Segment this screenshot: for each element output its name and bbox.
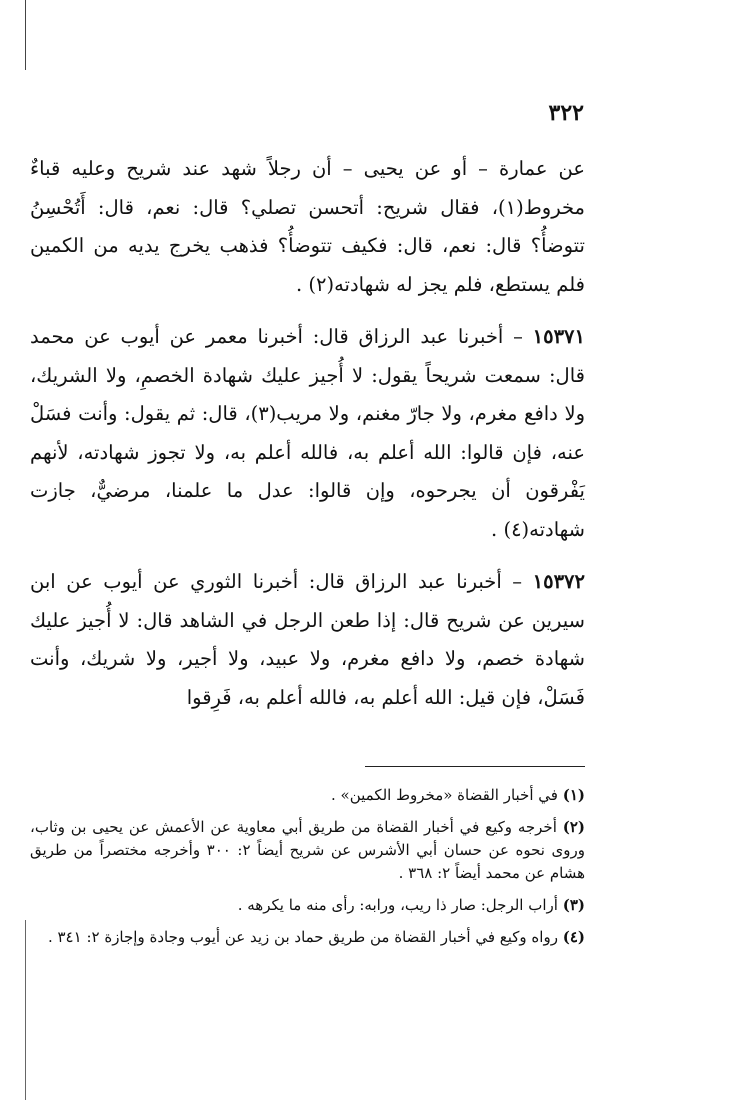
footnote-text: في أخبار القضاة «مخروط الكمين» . bbox=[331, 786, 558, 804]
margin-rule-bottom bbox=[25, 920, 26, 1100]
paragraph-text: أخبرنا عبد الرزاق قال: أخبرنا معمر عن أيوب عن محمد قال: سمعت شريحاً يقول: لا أُجيز عليك شهادة الخصمِ، ولا الشريك، ولا دافع مغرم، ولا جارّ مغنم، ولا مريب(٣)، قال: ثم يقول: وأنت فسَلْ عنه، فإن قالوا: الله أعلم به، فالله أعلم به، ولا تجوز شهادته، لأنهم يَفْرقون أن يجرحوه، وإن قالوا: عدل ما علمنا، مرضيٌّ، جازت شهادته(٤) . bbox=[30, 325, 585, 541]
margin-rule-top bbox=[25, 0, 26, 70]
hadith-paragraph bbox=[30, 563, 585, 717]
footnotes bbox=[30, 784, 585, 958]
paragraph-text: أخبرنا عبد الرزاق قال: أخبرنا الثوري عن أيوب عن ابن سيرين عن شريح قال: إذا طعن الرجل في الشاهد قال: لا أُجيز عليك شهادة خصم، ولا دافع مغرم، ولا عبيد، ولا أجير، ولا شريك، وأنت فَسَلْ، فإن قيل: الله أعلم به، فالله أعلم به، فَرِقوا bbox=[30, 570, 585, 709]
hadith-number: ١٥٣٧٢ bbox=[532, 570, 585, 593]
footnote-label: (٢) bbox=[562, 818, 585, 836]
page-number: ٣٢٢ bbox=[548, 100, 584, 126]
footnote bbox=[30, 926, 585, 949]
footnote-label: (١) bbox=[562, 786, 585, 804]
footnote-label: (٤) bbox=[562, 928, 585, 946]
main-text bbox=[30, 150, 585, 717]
footnote-text: أراب الرجل: صار ذا ريب، ورابه: رأى منه ما يكرهه . bbox=[237, 896, 558, 914]
footnote-divider bbox=[365, 766, 585, 767]
hadith-number: ١٥٣٧١ bbox=[532, 325, 585, 348]
footnote bbox=[30, 784, 585, 807]
footnote-text: أخرجه وكيع في أخبار القضاة من طريق أبي معاوية عن الأعمش عن يحيى بن وثاب، وروى نحوه عن حسان أبي الأشرس عن شريح أيضاً ٢: ٣٠٠ وأخرجه مختصراً من طريق هشام عن محمد أيضاً ٢: ٣٦٨ . bbox=[30, 818, 585, 882]
number-dash: – bbox=[501, 570, 523, 593]
footnote-label: (٣) bbox=[562, 896, 585, 914]
hadith-paragraph bbox=[30, 318, 585, 549]
paragraph-continuation bbox=[30, 150, 585, 304]
number-dash: – bbox=[503, 325, 523, 348]
paragraph-text: عن عمارة – أو عن يحيى – أن رجلاً شهد عند شريح وعليه قباءٌ مخروط(١)، فقال شريح: أتحسن تصلي؟ قال: نعم، قال: أَتُحْسِنُ تتوضأُ؟ قال: نعم، قال: فكيف تتوضأُ؟ فذهب يخرج يديه من الكمين فلم يستطع، فلم يجز له شهادته(٢) . bbox=[30, 157, 585, 296]
footnote bbox=[30, 816, 585, 885]
footnote bbox=[30, 894, 585, 917]
footnote-text: رواه وكيع في أخبار القضاة من طريق حماد بن زيد عن أيوب وجادة وإجازة ٢: ٣٤١ . bbox=[47, 928, 558, 946]
